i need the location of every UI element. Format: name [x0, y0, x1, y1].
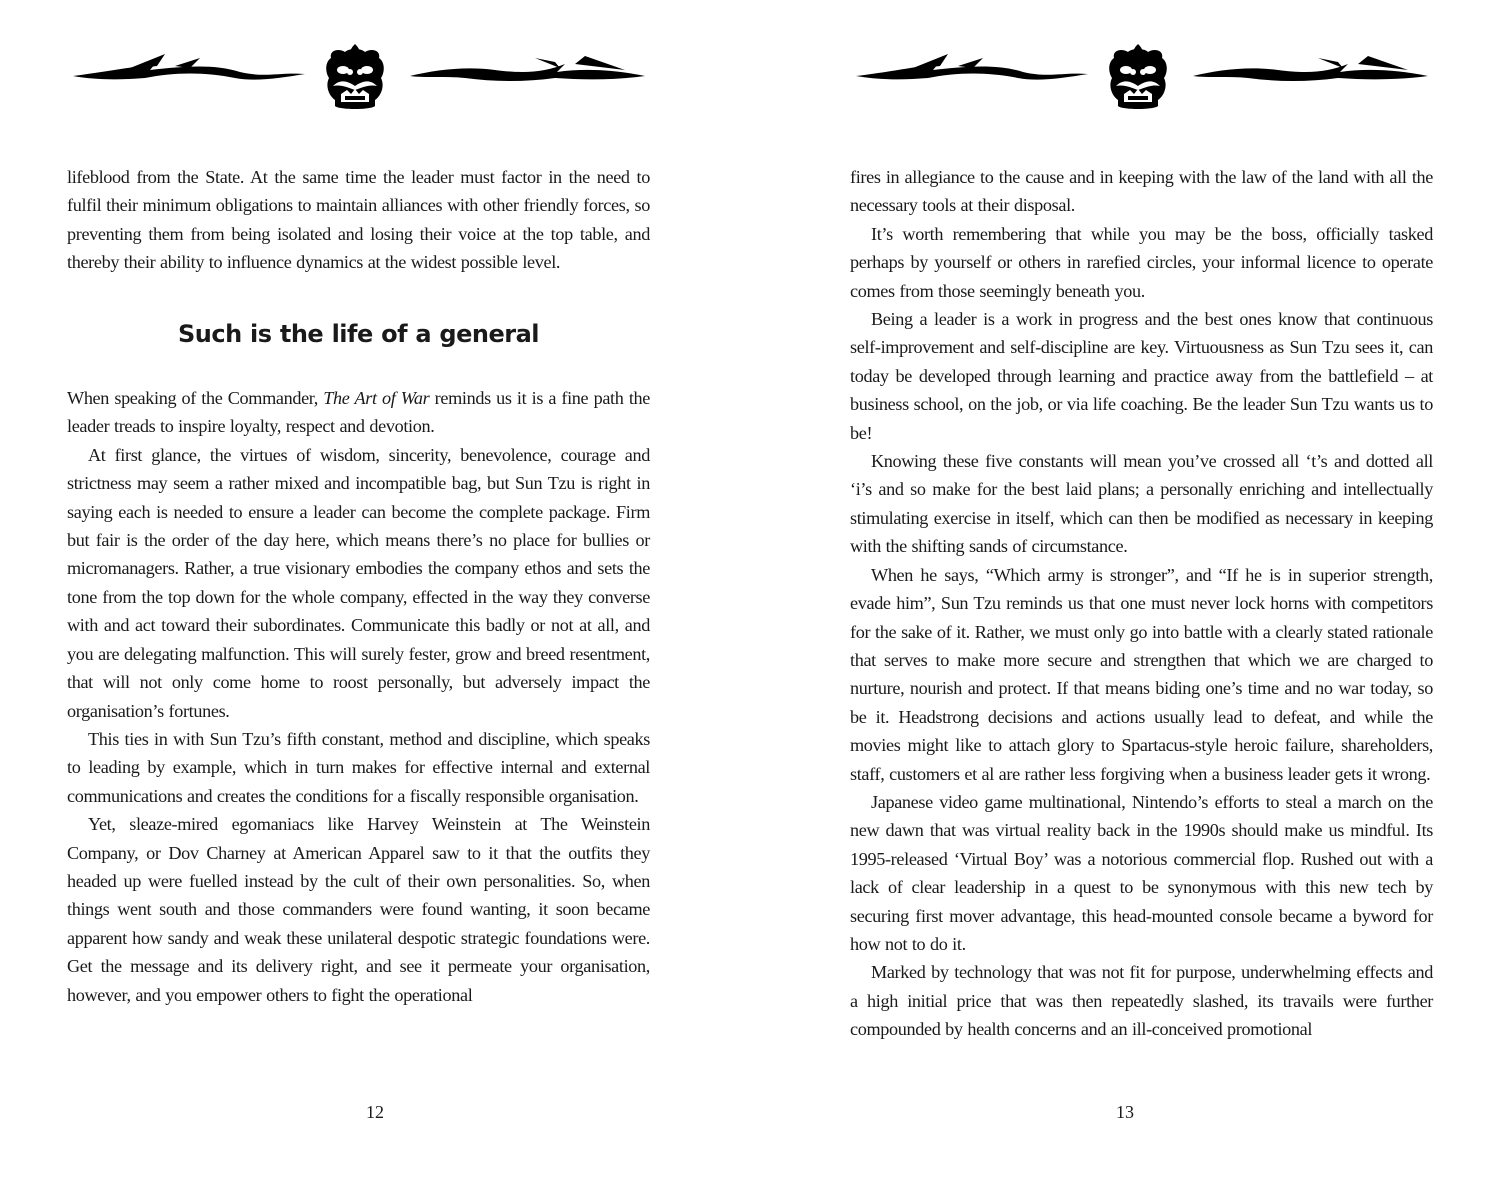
page-number: 13 [1116, 1102, 1134, 1122]
paragraph: It’s worth remembering that while you may be the boss, officially tasked perhaps by yourself or others in rarefied circles, your informal licence to operate comes from those seemingly beneath you. [850, 223, 1433, 301]
text: When speaking of the Commander, [67, 388, 324, 409]
paragraph: Japanese video game multinational, Nintendo’s efforts to steal a march on the new dawn that was virtual reality back in the 1990s should make us mindful. Its 1995-released ‘Virtual Boy’ was a notorious commercial flop. Rushed out with a lack of clear leadership in a quest to be synonymous with this new tech by securing first mover advantage, this head-mounted console became a byword for how not to do it. [850, 791, 1433, 954]
paragraph: At first glance, the virtues of wisdom, sincerity, benevolence, courage and strictness may seem a rather mixed and incompatible bag, but Sun Tzu is right in saying each is needed to ensure a leader can become the complete package. Firm but fair is the order of the day here, which means there’s no place for bullies or micromanagers. Rather, a true visionary embodies the company ethos and sets the tone from the top down for the whole company, effected in the way they converse with and act toward their subordinates. Communicate this badly or not at all, and you are delegating malfunction. This will surely fester, grow and breed resentment, that will not only come home to roost personally, but adversely impact the organisation’s fortunes. [67, 444, 650, 721]
paragraph: When he says, “Which army is stronger”, and “If he is in superior strength, evade him”, Sun Tzu reminds us that one must never lock horns with competitors for the sake of it. Rather, we must only go into battle with a clearly stated rationale that serves to make more secure and strengthen that which we are charged to nurture, nourish and protect. If that means biding one’s time and no war today, so be it. Headstrong decisions and actions usually lead to defeat, and while the movies might like to attach glory to Spartacus-style heroic failure, shareholders, staff, customers et al are rather less forgiving when a business leader gets it wrong. [850, 564, 1433, 784]
lion-mask-ornament-icon [848, 42, 1438, 112]
right-page [750, 0, 1500, 1200]
paragraph [67, 384, 650, 441]
paragraph: fires in allegiance to the cause and in keeping with the law of the land with all the necessary tools at their disposal. [850, 167, 1433, 216]
page-number: 12 [366, 1102, 384, 1122]
text: reminds us it is a fine path the leader treads to inspire loyalty, respect and devotion. [67, 388, 650, 437]
right-page-body [850, 163, 1433, 1044]
paragraph: Knowing these five constants will mean you’ve crossed all ‘t’s and dotted all ‘i’s and so make for the best laid plans; a personally enriching and intellectually stimulating exercise in itself, which can then be modified as necessary in keeping with the shifting sands of circumstance. [850, 451, 1433, 557]
lion-mask-ornament-icon [65, 42, 655, 112]
paragraph: lifeblood from the State. At the same time the leader must factor in the need to fulfil their minimum obligations to maintain alliances with other friendly forces, so preventing them from being isolated and losing their voice at the top table, and thereby their ability to influence dynamics at the widest possible level. [67, 167, 650, 273]
paragraph: Yet, sleaze-mired egomaniacs like Harvey Weinstein at The Weinstein Company, or Dov Charney at American Apparel saw to it that the outfits they headed up were fuelled instead by the cult of their own personalities. So, when things went south and those commanders were found wanting, it soon became apparent how sandy and weak these unilateral despotic strategic foundations were. Get the message and its delivery right, and see it permeate your organisation, however, and you empower others to fight the operational [67, 814, 650, 1005]
paragraph: Marked by technology that was not fit for purpose, underwhelming effects and a high initial price that was then repeatedly slashed, its travails were further compounded by health concerns and an ill-conceived promotional [850, 962, 1433, 1040]
paragraph: Being a leader is a work in progress and the best ones know that continuous self-improvement and self-discipline are key. Virtuousness as Sun Tzu sees it, can today be developed through learning and practice away from the battlefield – at business school, on the job, or via life coaching. Be the leader Sun Tzu wants us to be! [850, 309, 1433, 443]
section-heading: Such is the life of a general [177, 319, 540, 348]
book-title: The Art of War [323, 388, 430, 409]
left-page-body [67, 163, 650, 1009]
paragraph: This ties in with Sun Tzu’s fifth constant, method and discipline, which speaks to leading by example, which in turn makes for effective internal and external communications and creates the conditions for a fiscally responsible organisation. [67, 728, 650, 806]
